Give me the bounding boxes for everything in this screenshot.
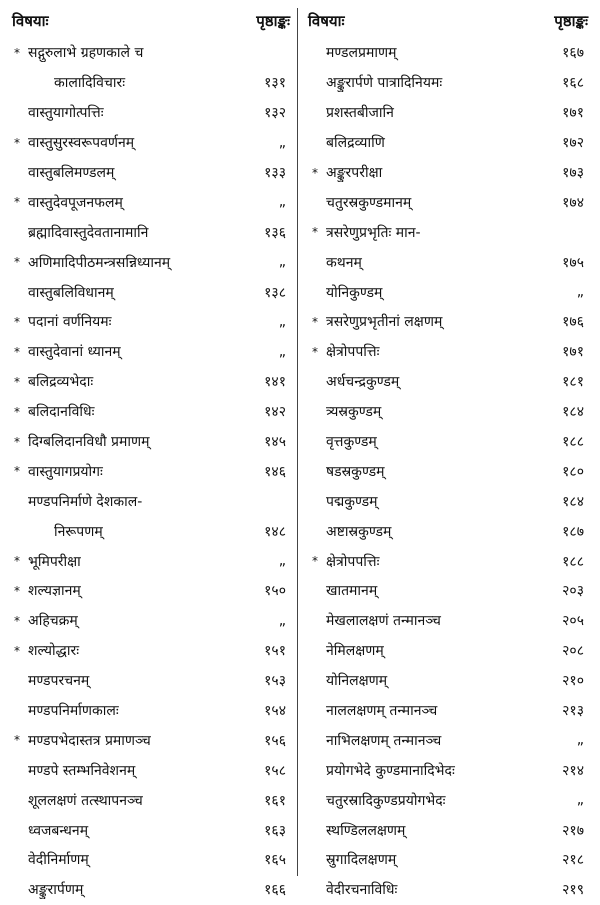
page-number: १४२ — [264, 404, 286, 421]
page-number: „ — [278, 612, 286, 629]
page-number: १३६ — [264, 224, 286, 241]
page-number: २१९ — [562, 882, 584, 899]
index-entry — [8, 337, 294, 367]
asterisk-marker: * — [14, 434, 20, 449]
right-entry-list — [304, 38, 592, 905]
entry-title: ध्वजबन्धनम् — [28, 822, 89, 839]
page-number: १६१ — [264, 792, 286, 809]
index-entry — [8, 98, 294, 128]
right-column — [304, 4, 592, 905]
entry-title: चतुरस्रकुण्डमानम् — [326, 194, 412, 211]
page-number: १८७ — [562, 523, 584, 540]
index-entry — [8, 38, 294, 68]
index-entry — [304, 696, 592, 726]
page-number: „ — [278, 254, 286, 271]
index-entry — [304, 337, 592, 367]
index-entry — [304, 636, 592, 666]
page-number: „ — [278, 313, 286, 330]
entry-title: सद्गुरुलाभे ग्रहणकाले च — [28, 45, 144, 62]
entry-title: वास्तुबलिमण्डलम् — [28, 165, 115, 181]
entry-title: वृत्तकुण्डम् — [326, 434, 377, 451]
index-entry — [304, 785, 592, 815]
asterisk-marker: * — [14, 314, 20, 329]
entry-title: त्रसरेणुप्रभृतीनां लक्षणम् — [326, 314, 443, 331]
left-entry-list — [8, 38, 294, 905]
entry-title: खातमानम् — [326, 583, 378, 600]
page-number: १३८ — [264, 284, 286, 301]
subject-heading: विषयाः — [12, 12, 49, 30]
left-column-header — [8, 4, 294, 38]
entry-title: शूललक्षणं तत्स्थापनञ्च — [28, 792, 143, 809]
page-number: १६७ — [562, 45, 584, 62]
asterisk-marker: * — [14, 404, 20, 419]
index-entry — [304, 128, 592, 158]
asterisk-marker: * — [14, 613, 20, 628]
entry-title: स्रुगादिलक्षणम् — [326, 852, 397, 869]
entry-title: वास्तुयागोत्पत्तिः — [28, 105, 104, 122]
entry-title: क्षेत्रोपपत्तिः — [326, 553, 380, 570]
entry-title: वास्तुदेवानां ध्यानम् — [28, 344, 121, 361]
page-number: १४८ — [264, 523, 286, 540]
page-number: „ — [278, 134, 286, 151]
index-entry — [304, 427, 592, 457]
entry-title: चतुरस्रादिकुण्डप्रयोगभेदः — [326, 792, 446, 809]
index-entry — [304, 576, 592, 606]
page-number: २०३ — [562, 583, 584, 600]
entry-title: वास्तुदेवपूजनफलम् — [28, 194, 123, 211]
asterisk-marker: * — [14, 45, 20, 60]
entry-title: मण्डपभेदास्तत्र प्रमाणञ्च — [28, 732, 151, 749]
page-number: २१४ — [562, 762, 584, 779]
index-entry — [8, 755, 294, 785]
asterisk-marker: * — [312, 344, 318, 359]
index-entry — [8, 187, 294, 217]
index-entry — [8, 845, 294, 875]
entry-title: अहिचक्रम् — [28, 613, 78, 630]
entry-title: वेदीरचनाविधिः — [326, 882, 398, 899]
index-entry — [8, 516, 294, 546]
index-entry — [8, 456, 294, 486]
entry-title: कालादिविचारः — [54, 75, 126, 92]
index-entry — [304, 606, 592, 636]
index-entry — [304, 217, 592, 247]
page-number: १६८ — [562, 75, 584, 92]
index-entry — [304, 815, 592, 845]
page-number: १३२ — [264, 105, 286, 122]
index-entry — [8, 546, 294, 576]
page-number: १६५ — [264, 852, 286, 869]
page-heading: पृष्ठाङ्कः — [256, 12, 290, 30]
entry-title: बलिदानविधिः — [28, 404, 95, 421]
index-entry — [304, 456, 592, 486]
index-entry — [304, 546, 592, 576]
page-number: १४६ — [264, 463, 286, 480]
index-entry — [8, 875, 294, 905]
page-number: १७४ — [562, 194, 584, 211]
index-entry — [8, 277, 294, 307]
asterisk-marker: * — [14, 255, 20, 270]
index-entry — [8, 696, 294, 726]
entry-title: अणिमादिपीठमन्त्रसन्निध्यानम् — [28, 254, 171, 271]
asterisk-marker: * — [14, 464, 20, 479]
entry-title: दिग्बलिदानविधौ प्रमाणम् — [28, 434, 150, 451]
entry-title: अर्धचन्द्रकुण्डम् — [326, 374, 400, 391]
index-entry — [8, 486, 294, 516]
entry-title: अङ्कुरार्पणे पात्रादिनियमः — [326, 75, 443, 92]
asterisk-marker: * — [14, 135, 20, 150]
entry-title: योनिलक्षणम् — [326, 673, 388, 690]
index-entry — [304, 845, 592, 875]
index-entry — [8, 158, 294, 188]
entry-title: निरूपणम् — [54, 523, 103, 540]
index-entry — [304, 247, 592, 277]
asterisk-marker: * — [312, 225, 318, 240]
entry-title: वास्तुसुरस्वरूपवर्णनम् — [28, 135, 135, 152]
entry-title: प्रशस्तबीजानि — [326, 105, 394, 122]
page-number: १५० — [264, 583, 286, 600]
page-number: १३३ — [264, 165, 286, 181]
entry-title: अष्टास्रकुण्डम् — [326, 523, 392, 540]
asterisk-marker: * — [312, 314, 318, 329]
entry-title: नाललक्षणम् तन्मानञ्च — [326, 703, 438, 720]
index-entry — [8, 576, 294, 606]
entry-title: त्रसरेणुप्रभृतिः मान- — [326, 224, 421, 241]
entry-title: अङ्कुरार्पणम् — [28, 882, 84, 899]
page-number: १७५ — [562, 254, 584, 271]
entry-title: प्रयोगभेदे कुण्डमानादिभेदः — [326, 762, 455, 779]
asterisk-marker: * — [14, 733, 20, 748]
index-entry — [304, 725, 592, 755]
page-number: १८८ — [562, 434, 584, 451]
entry-title: नाभिलक्षणम् तन्मानञ्च — [326, 732, 442, 749]
asterisk-marker: * — [14, 195, 20, 210]
page-number: „ — [576, 732, 584, 749]
index-entry — [8, 307, 294, 337]
asterisk-marker: * — [14, 554, 20, 569]
entry-title: बलिद्रव्यभेदाः — [28, 374, 94, 391]
entry-title: त्र्यस्रकुण्डम् — [326, 404, 382, 421]
index-entry — [304, 158, 592, 188]
index-entry — [304, 38, 592, 68]
page-number: २०८ — [562, 643, 584, 660]
index-entry — [304, 755, 592, 785]
page-number: १७२ — [562, 135, 584, 152]
page-number: „ — [278, 343, 286, 360]
index-entry — [8, 247, 294, 277]
page-number: „ — [576, 284, 584, 301]
index-entry — [8, 666, 294, 696]
page-number: २०५ — [562, 613, 584, 630]
page-number: १४१ — [264, 374, 286, 391]
entry-title: वेदीनिर्माणम् — [28, 852, 89, 869]
entry-title: क्षेत्रोपपत्तिः — [326, 344, 380, 361]
entry-title: अङ्कुरपरीक्षा — [326, 165, 383, 181]
page-number: १८१ — [562, 374, 584, 391]
right-column-header — [304, 4, 592, 38]
page-number: २१३ — [562, 703, 584, 720]
index-entry — [304, 307, 592, 337]
asterisk-marker: * — [312, 165, 318, 180]
entry-title: नेमिलक्षणम् — [326, 643, 384, 660]
index-entry — [8, 636, 294, 666]
index-entry — [8, 815, 294, 845]
entry-title: पदानां वर्णनियमः — [28, 314, 112, 331]
entry-title: मण्डपनिर्माणकालः — [28, 703, 119, 720]
asterisk-marker: * — [14, 344, 20, 359]
entry-title: शल्यज्ञानम् — [28, 583, 81, 600]
asterisk-marker: * — [14, 583, 20, 598]
subject-heading: विषयाः — [308, 12, 345, 30]
entry-title: मण्डलप्रमाणम् — [326, 45, 397, 62]
page-number: „ — [576, 792, 584, 809]
index-entry — [304, 397, 592, 427]
index-entry — [304, 277, 592, 307]
entry-title: पद्मकुण्डम् — [326, 493, 378, 510]
page-number: १७३ — [562, 165, 584, 181]
index-entry — [304, 516, 592, 546]
index-entry — [8, 367, 294, 397]
entry-title: भूमिपरीक्षा — [28, 553, 81, 570]
entry-title: कथनम् — [326, 254, 362, 271]
column-divider — [297, 8, 298, 876]
entry-title: बलिद्रव्याणि — [326, 135, 385, 152]
page-number: १७६ — [562, 314, 584, 331]
entry-title: वास्तुबलिविधानम् — [28, 284, 114, 301]
page-number: २१८ — [562, 852, 584, 869]
page-number: १३१ — [264, 75, 286, 92]
left-column — [8, 4, 294, 905]
page-number: २१० — [562, 673, 584, 690]
asterisk-marker: * — [14, 643, 20, 658]
index-entry — [8, 128, 294, 158]
index-entry — [8, 725, 294, 755]
entry-title: मेखलालक्षणं तन्मानञ्च — [326, 613, 441, 630]
entry-title: वास्तुयागप्रयोगः — [28, 463, 103, 480]
index-entry — [8, 68, 294, 98]
index-entry — [8, 427, 294, 457]
page-number: १५६ — [264, 732, 286, 749]
page-number: १६६ — [264, 882, 286, 899]
entry-title: स्थण्डिललक्षणम् — [326, 822, 406, 839]
page-number: २१७ — [562, 822, 584, 839]
index-entry — [304, 486, 592, 516]
index-entry — [304, 367, 592, 397]
page-number: १८४ — [562, 493, 584, 510]
page-number: १५८ — [264, 762, 286, 779]
index-entry — [304, 68, 592, 98]
page-number: १८० — [562, 463, 584, 480]
entry-title: शल्योद्धारः — [28, 643, 80, 660]
index-entry — [8, 217, 294, 247]
page-number: १७१ — [562, 344, 584, 361]
page-number: „ — [278, 553, 286, 570]
page-number: १८४ — [562, 404, 584, 421]
index-entry — [8, 397, 294, 427]
entry-title: षडस्रकुण्डम् — [326, 463, 385, 480]
index-entry — [304, 187, 592, 217]
asterisk-marker: * — [312, 554, 318, 569]
page-number: १७१ — [562, 105, 584, 122]
page-number: „ — [278, 194, 286, 211]
page-number: १५४ — [264, 703, 286, 720]
index-entry — [8, 785, 294, 815]
page-number: १६३ — [264, 822, 286, 839]
entry-title: मण्डपरचनम् — [28, 673, 90, 690]
index-entry — [304, 98, 592, 128]
index-entry — [304, 666, 592, 696]
entry-title: मण्डपे स्तम्भनिवेशनम् — [28, 762, 136, 779]
page-number: १५३ — [264, 673, 286, 690]
index-entry — [304, 875, 592, 905]
page-number: १४५ — [264, 434, 286, 451]
index-entry — [8, 606, 294, 636]
entry-title: योनिकुण्डम् — [326, 284, 383, 301]
page-number: १५१ — [264, 643, 286, 660]
entry-title: ब्रह्मादिवास्तुदेवतानामानि — [28, 224, 149, 241]
entry-title: मण्डपनिर्माणे देशकाल- — [28, 493, 143, 510]
asterisk-marker: * — [14, 374, 20, 389]
page-number: १८८ — [562, 553, 584, 570]
page-heading: पृष्ठाङ्कः — [554, 12, 588, 30]
